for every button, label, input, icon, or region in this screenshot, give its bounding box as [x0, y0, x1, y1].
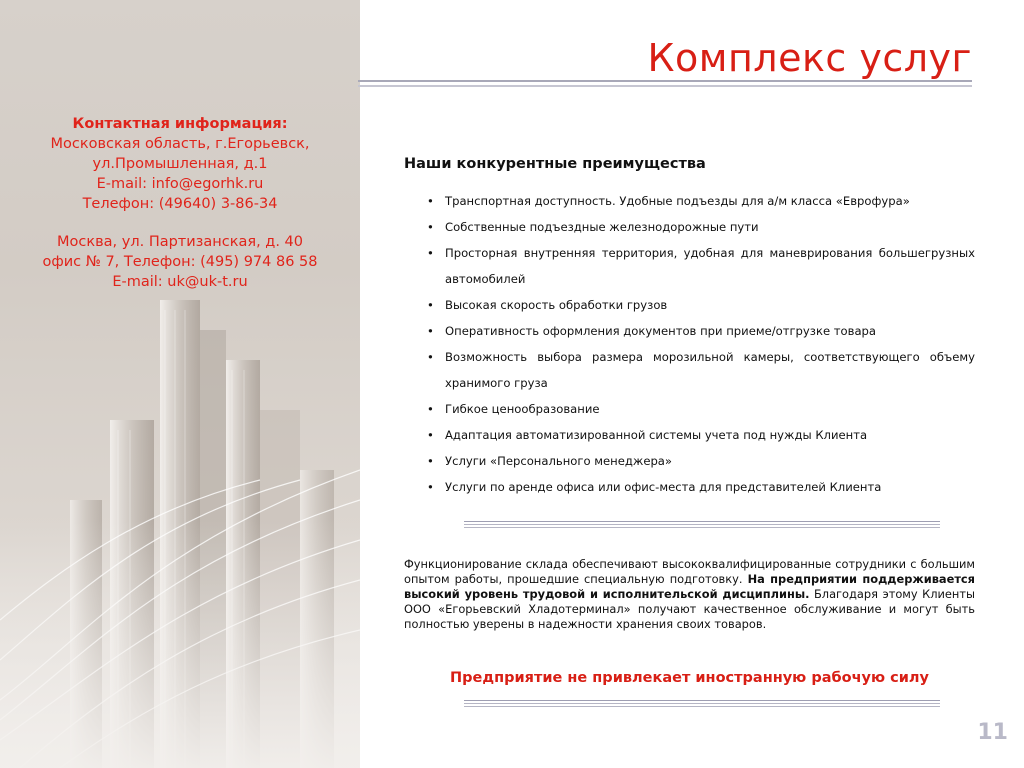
bullet-icon: •	[427, 480, 434, 494]
list-item: • Высокая скорость обработки грузов	[427, 292, 975, 318]
address-line: Москва, ул. Партизанская, д. 40	[56, 234, 304, 250]
bullet-icon: •	[427, 298, 434, 312]
bullet-icon: •	[427, 246, 434, 260]
contact-info	[20, 114, 340, 292]
left-decorative-panel	[0, 0, 360, 768]
bullet-icon: •	[427, 324, 434, 338]
bullet-icon: •	[427, 402, 434, 416]
list-item: • Услуги по аренде офиса или офис-места для представителей Клиента	[427, 474, 975, 500]
bullet-icon: •	[427, 428, 434, 442]
slogan: Предприятие не привлекает иностранную рабочую силу	[450, 670, 929, 686]
divider	[464, 700, 940, 709]
list-item: • Оперативность оформления документов при приеме/отгрузке товара	[427, 318, 975, 344]
office-phone-line: офис № 7, Телефон: (495) 974 86 58	[42, 254, 318, 270]
list-item: • Услуги «Персонального менеджера»	[427, 448, 975, 474]
phone-line: Телефон: (49640) 3-86-34	[82, 196, 278, 212]
bullet-icon: •	[427, 194, 434, 208]
page-title: Комплекс услуг	[647, 36, 972, 80]
list-item: • Просторная внутренняя территория, удобная для маневрирования большегрузных автомобилей	[427, 240, 975, 292]
address-line: Московская область, г.Егорьевск,	[50, 136, 310, 152]
bullet-icon: •	[427, 454, 434, 468]
advantages-heading: Наши конкурентные преимущества	[404, 156, 706, 172]
divider	[464, 521, 940, 530]
discipline-statement: На предприятии поддерживается высокий уровень трудовой и исполнительской дисциплины.	[404, 572, 975, 601]
contact-heading: Контактная информация:	[72, 116, 288, 132]
title-underline	[358, 80, 972, 90]
list-item: • Собственные подъездные железнодорожные пути	[427, 214, 975, 240]
bullet-icon: •	[427, 350, 434, 364]
page-number: 11	[977, 720, 1008, 745]
email-line: E-mail: uk@uk-t.ru	[112, 274, 248, 290]
list-item: • Транспортная доступность. Удобные подъезды для а/м класса «Еврофура»	[427, 188, 975, 214]
staff-paragraph: Функционирование склада обеспечивают высококвалифицированные сотрудники с большим опытом работы, прошедшие специальную подготовку. На предприятии поддерживается высокий уровень трудовой и исполнительской дисциплины. Благодаря этому Клиенты ООО «Егорьевский Хладотерминал» получают качественное обслуживание и могут быть полностью уверены в надежности хранения своих товаров.	[404, 557, 975, 631]
list-item: • Гибкое ценообразование	[427, 396, 975, 422]
list-item: • Возможность выбора размера морозильной камеры, соответствующего объему хранимого груза	[427, 344, 975, 396]
list-item: • Адаптация автоматизированной системы учета под нужды Клиента	[427, 422, 975, 448]
advantages-list	[427, 188, 975, 500]
email-line: E-mail: info@egorhk.ru	[96, 176, 264, 192]
address-line: ул.Промышленная, д.1	[92, 156, 268, 172]
bullet-icon: •	[427, 220, 434, 234]
